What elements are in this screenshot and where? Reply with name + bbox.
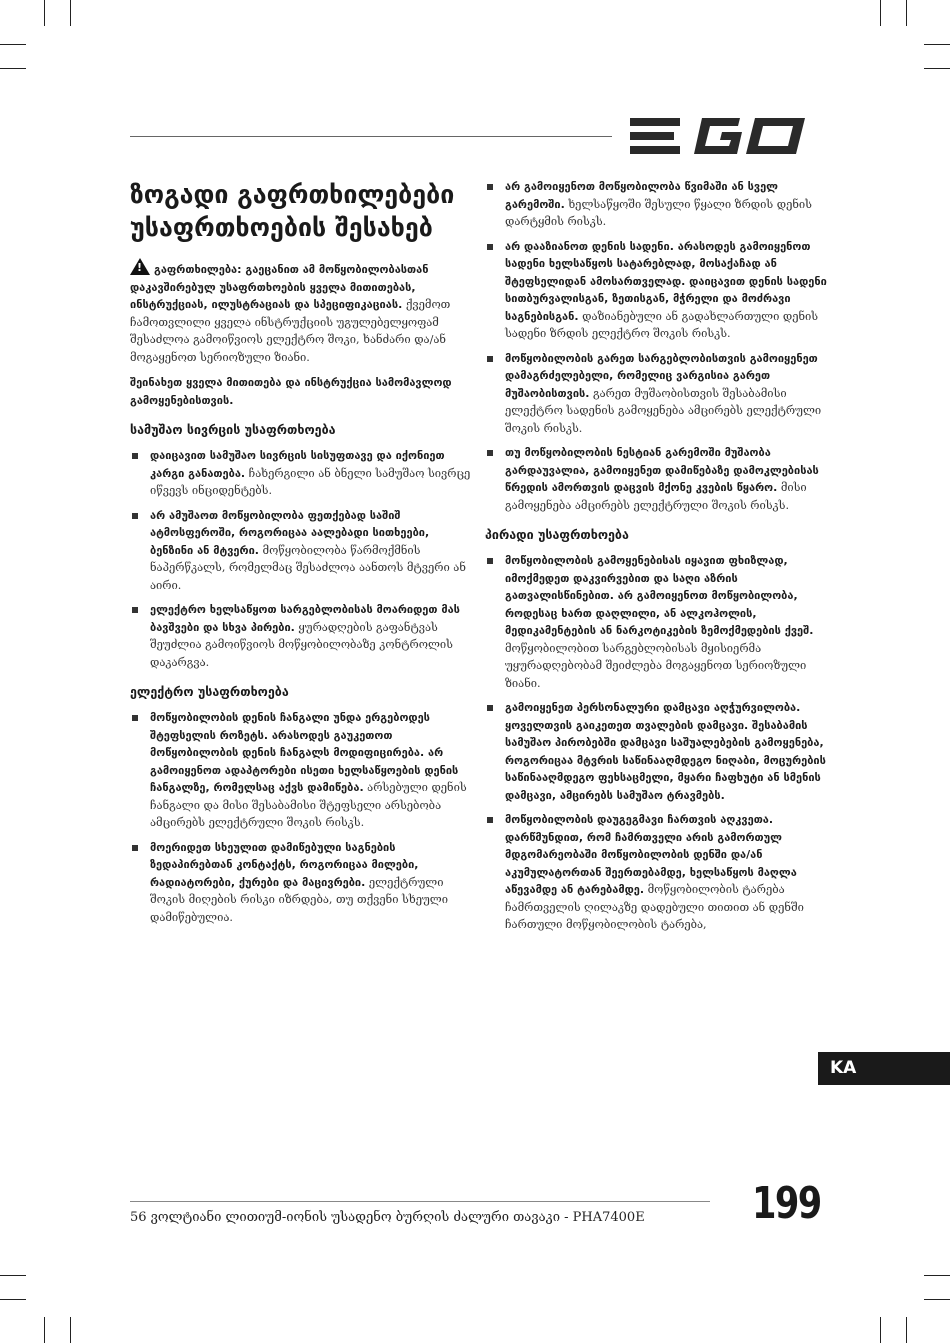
crop-mark [44, 0, 45, 26]
right-column [485, 178, 830, 941]
bullet-icon [487, 244, 493, 250]
warning-icon [130, 258, 150, 275]
ego-logo [630, 114, 810, 158]
crop-mark [924, 44, 950, 45]
list-item: დაიცავით სამუშაო სივრცის სისუფთავე და იქონიეთ კარგი განათება. ჩახერგილი ან ბნელი სამუშაო სივრცე იწვევს ინციდენტებს. [130, 447, 475, 500]
crop-mark [924, 1299, 950, 1300]
personal-list [485, 552, 830, 934]
work-area-list [130, 447, 475, 671]
crop-mark [906, 0, 907, 26]
crop-mark [70, 0, 71, 26]
bullet-icon [487, 817, 493, 823]
crop-mark [924, 68, 950, 69]
crop-mark [880, 1317, 881, 1343]
list-item: მოერიდეთ სხეულით დამიწებული საგნების ზედაპირებთან კონტაქტს, როგორიცაა მილები, რადიატორები, ქურები და მაცივრები. ელექტრული შოკის მიღების რისკი იზრდება, თუ თქვენი სხეული დამიწებულია. [130, 839, 475, 927]
bullet-icon [132, 845, 138, 851]
section-heading-work-area: სამუშაო სივრცის უსაფრთხოება [130, 422, 336, 437]
footer-rule [130, 1201, 710, 1202]
list-item: მოწყობილობის გამოყენებისას იყავით ფხიზლად, იმოქმედეთ დაკვირვებით და საღი აზრის გათვალისწინებით. არ გამოიყენოთ მოწყობილობა, როდესაც ხართ დაღლილი, ან ალკოჰოლის, მედიკამენტების ან ნარკოტიკების ზემოქმედების ქვეშ. მოწყობილობით სარგებლობისას მყისიერმა უყურადღებობამ შეიძლება მოგაყენოთ სერიოზული ზიანი. [485, 552, 830, 692]
bullet-icon [132, 453, 138, 459]
page-number: 199 [752, 1178, 821, 1229]
left-column [130, 178, 475, 933]
save-note: შეინახეთ ყველა მითითება და ინსტრუქცია სამომავლოდ გამოყენებისთვის. [130, 376, 452, 407]
list-item: არ დააზიანოთ დენის სადენი. არასოდეს გამოიყენოთ სადენი ხელსაწყოს სატარებლად, მოსაქაჩად ან შტეფსელიდან ამოსართველად. დაიცავით დენის სადენი სითბურვალისგან, ზეთისგან, მჭრელი და მოძრავი საგნებისგან. დაზიანებული ან გადახლართული დენის სადენი ზრდის ელექტრო შოკის რისკს. [485, 238, 830, 343]
language-tab: KA [818, 1052, 950, 1085]
crop-mark [880, 0, 881, 26]
list-item: არ ამუშაოთ მოწყობილობა ფეთქებად საშიშ ატმოსფეროში, როგორიცაა აალებადი სითხეები, ბენზინი ან მტვერი. მოწყობილობა წარმოქმნის ნაპერწკალს, რომელმაც შესაძლოა აანთოს მტვერი ან აირი. [130, 507, 475, 595]
bullet-icon [487, 356, 493, 362]
list-item: ელექტრო ხელსაწყოთ სარგებლობისას მოარიდეთ მას ბავშვები და სხვა პირები. ყურადღების გაფანტვას შეუძლია გამოიწვიოს მოწყობილობაზე კონტროლის დაკარგვა. [130, 601, 475, 671]
page-title: ზოგადი გაფრთხილებები უსაფრთხოების შესახებ [130, 180, 455, 242]
crop-mark [0, 68, 26, 69]
crop-mark [70, 1317, 71, 1343]
warning-intro: !გაფრთხილება: გაეცანით ამ მოწყობილობასთან დაკავშირებულ უსაფრთხოების ყველა მითითებას, ინსტრუქციას, ილუსტრაციას და სპეციფიკაციას. ქვემოთ ჩამოთვლილი ყველა ინსტრუქციის უგულებელყოფამ შესაძლოა გამოიწვიოს ელექტრო შოკი, ხანძარი და/ან მოგაყენოთ სერიოზული ზიანი. [130, 258, 475, 366]
electrical-list-continued [485, 178, 830, 514]
header-rule [130, 136, 612, 137]
crop-mark [906, 1317, 907, 1343]
list-item: მოწყობილობის გარეთ სარგებლობისთვის გამოიყენეთ დამაგრძელებელი, რომელიც ვარგისია გარეთ მუშაობისთვის. გარეთ მუშაობისთვის შესაბამისი ელექტრო სადენის გამოყენება ამცირებს ელექტრული შოკის რისკს. [485, 350, 830, 438]
bullet-icon [487, 450, 493, 456]
crop-mark [924, 1275, 950, 1276]
list-item: მოწყობილობის დენის ჩანგალი უნდა ერგებოდეს შტეფსელის როზეტს. არასოდეს გაუკეთოთ მოწყობილობის დენის ჩანგალს მოდიფიცირება. არ გამოიყენოთ ადაპტორები ისეთი ხელსაწყოების დენის ჩანგალზე, რომელსაც აქვს დამიწება. არსებული დენის ჩანგალი და მისი შესაბამისი შტეფსელი არსებობა ამცირებს ელექტრული შოკის რისკს. [130, 709, 475, 832]
section-heading-electrical: ელექტრო უსაფრთხოება [130, 684, 289, 699]
crop-mark [44, 1317, 45, 1343]
bullet-icon [132, 607, 138, 613]
electrical-list [130, 709, 475, 926]
footer-text: 56 ვოლტიანი ლითიუმ-იონის უსადენო ბურღის ძალური თავაკი - PHA7400E [130, 1210, 645, 1225]
list-item: თუ მოწყობილობის ნესტიან გარემოში მუშაობა გარდაუვალია, გამოიყენეთ დამიწებაზე დამოკლებისას წრედის ამორთვის დაცვის მქონე კვების წყარო. მისი გამოყენება ამცირებს ელექტრული შოკის რისკს. [485, 444, 830, 514]
bullet-icon [487, 558, 493, 564]
list-item: მოწყობილობის დაუგეგმავი ჩართვის აღკვეთა. დარწმუნდით, რომ ჩამრთველი არის გამორთულ მდგომარეობაში მოწყობილობის დენში და/ან აკუმულატორთან შეერთებამდე, ხელსაწყოს მაღლა აწევამდე ან ტარებამდე. მოწყობილობის ტარება ჩამრთველის ღილაკზე დადებული თითით ან დენში ჩართული მოწყობილობის ტარება, [485, 811, 830, 934]
crop-mark [0, 1275, 26, 1276]
bullet-icon [487, 184, 493, 190]
crop-mark [0, 44, 26, 45]
bullet-icon [132, 715, 138, 721]
crop-mark [0, 1299, 26, 1300]
bullet-icon [132, 513, 138, 519]
list-item: გამოიყენეთ პერსონალური დამცავი აღჭურვილობა. ყოველთვის გაიკეთეთ თვალების დამცავი. შესაბამის სამუშაო პირობებში დამცავი საშუალებების გამოყენება, როგორიცაა მტვრის საწინააღმდეგო ნიღაბი, მოცურების საწინააღმდეგო ფეხსაცმელი, მყარი ჩაფხუტი ან სმენის დამცავი, ამცირებს სამუშაო ტრავმებს. [485, 699, 830, 804]
bullet-icon [487, 705, 493, 711]
list-item: არ გამოიყენოთ მოწყობილობა წვიმაში ან სველ გარემოში. ხელსაწყოში შესული წყალი ზრდის დენის დარტყმის რისკს. [485, 178, 830, 231]
section-heading-personal: პირადი უსაფრთხოება [485, 527, 629, 542]
